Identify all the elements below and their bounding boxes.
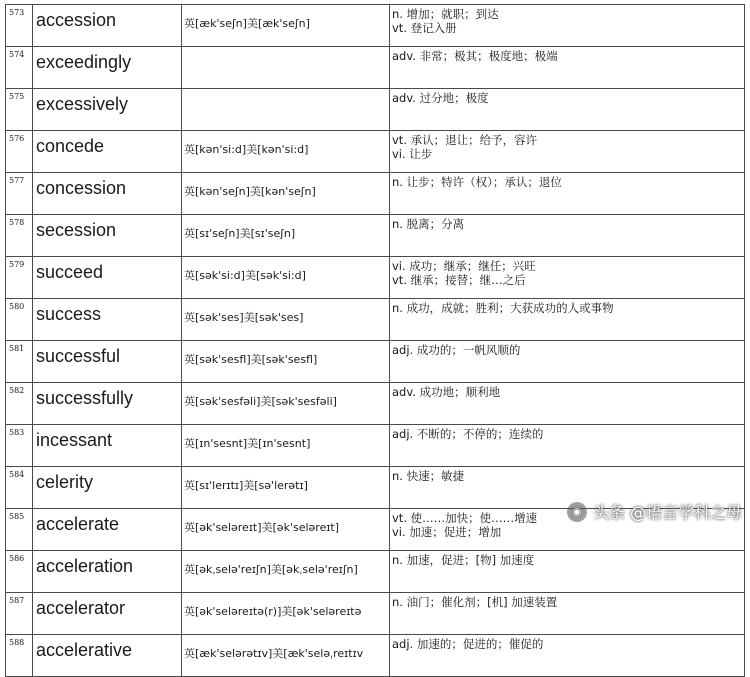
entry-meaning bbox=[390, 173, 745, 215]
entry-number: 588 bbox=[6, 635, 33, 677]
entry-word: secession bbox=[33, 215, 182, 257]
entry-number: 582 bbox=[6, 383, 33, 425]
entry-meaning bbox=[390, 341, 745, 383]
entry-word: celerity bbox=[33, 467, 182, 509]
entry-meaning bbox=[390, 5, 745, 47]
meaning-line: adv. 成功地；顺利地 bbox=[392, 385, 501, 399]
meaning-line: n. 让步；特许（权）；承认；退位 bbox=[392, 175, 562, 189]
meaning-line: vt. 使……加快；使……增速 bbox=[392, 511, 538, 525]
meaning-line: adv. 非常；极其；极度地；极端 bbox=[392, 49, 558, 63]
watermark-text: 头条 @语言学科之母 bbox=[592, 503, 742, 522]
entry-phonetic: 英[sək'ses]美[sək'ses] bbox=[182, 299, 390, 341]
meaning-line: n. 加速，促进；[物] 加速度 bbox=[392, 553, 535, 567]
entry-phonetic bbox=[182, 89, 390, 131]
table-row bbox=[6, 5, 745, 47]
entry-meaning bbox=[390, 593, 745, 635]
table-row bbox=[6, 635, 745, 677]
table-row bbox=[6, 593, 745, 635]
camera-icon: ◉ bbox=[567, 502, 587, 522]
entry-phonetic: 英[əkˌselə'reɪʃn]美[əkˌselə'reɪʃn] bbox=[182, 551, 390, 593]
entry-meaning bbox=[390, 635, 745, 677]
meaning-line: adj. 加速的；促进的；催促的 bbox=[392, 637, 544, 651]
entry-meaning bbox=[390, 257, 745, 299]
entry-number: 577 bbox=[6, 173, 33, 215]
meaning-line: vt. 承认；退让；给予，容许 bbox=[392, 133, 538, 147]
entry-phonetic: 英[sək'si:d]美[sək'si:d] bbox=[182, 257, 390, 299]
entry-number: 580 bbox=[6, 299, 33, 341]
entry-word: successful bbox=[33, 341, 182, 383]
meaning-line: adj. 不断的；不停的；连续的 bbox=[392, 427, 544, 441]
entry-phonetic: 英[sɪ'lerɪtɪ]美[sə'lerətɪ] bbox=[182, 467, 390, 509]
entry-word: accelerate bbox=[33, 509, 182, 551]
meaning-line: adv. 过分地；极度 bbox=[392, 91, 489, 105]
table-row bbox=[6, 173, 745, 215]
meaning-line: vt. 登记入册 bbox=[392, 21, 457, 35]
entry-number: 573 bbox=[6, 5, 33, 47]
entry-number: 581 bbox=[6, 341, 33, 383]
entry-phonetic: 英[sək'sesfəli]美[sək'sesfəli] bbox=[182, 383, 390, 425]
meaning-line: vi. 加速；促进；增加 bbox=[392, 525, 502, 539]
table-row bbox=[6, 47, 745, 89]
entry-meaning bbox=[390, 299, 745, 341]
entry-word: success bbox=[33, 299, 182, 341]
entry-phonetic: 英[ɪn'sesnt]美[ɪn'sesnt] bbox=[182, 425, 390, 467]
entry-number: 576 bbox=[6, 131, 33, 173]
entry-phonetic: 英[ək'seləreɪtə(r)]美[ək'seləreɪtə bbox=[182, 593, 390, 635]
entry-number: 579 bbox=[6, 257, 33, 299]
entry-number: 583 bbox=[6, 425, 33, 467]
entry-number: 585 bbox=[6, 509, 33, 551]
entry-phonetic: 英[æk'seʃn]美[æk'seʃn] bbox=[182, 5, 390, 47]
entry-number: 574 bbox=[6, 47, 33, 89]
entry-word: acceleration bbox=[33, 551, 182, 593]
meaning-line: vi. 让步 bbox=[392, 147, 433, 161]
table-row bbox=[6, 383, 745, 425]
entry-word: successfully bbox=[33, 383, 182, 425]
entry-phonetic: 英[ək'seləreɪt]美[ək'seləreɪt] bbox=[182, 509, 390, 551]
entry-number: 587 bbox=[6, 593, 33, 635]
entry-word: accelerator bbox=[33, 593, 182, 635]
table-row bbox=[6, 341, 745, 383]
entry-phonetic: 英[kən'seʃn]美[kən'seʃn] bbox=[182, 173, 390, 215]
meaning-line: vi. 成功；继承；继任；兴旺 bbox=[392, 259, 536, 273]
entry-number: 578 bbox=[6, 215, 33, 257]
meaning-line: n. 增加；就职；到达 bbox=[392, 7, 499, 21]
table-row bbox=[6, 131, 745, 173]
watermark bbox=[567, 500, 742, 523]
meaning-line: n. 脱离；分离 bbox=[392, 217, 465, 231]
table-row bbox=[6, 215, 745, 257]
meaning-line: n. 快速；敏捷 bbox=[392, 469, 465, 483]
entry-meaning bbox=[390, 131, 745, 173]
vocabulary-table bbox=[5, 4, 745, 677]
entry-word: accelerative bbox=[33, 635, 182, 677]
entry-meaning bbox=[390, 215, 745, 257]
entry-meaning bbox=[390, 383, 745, 425]
entry-meaning bbox=[390, 425, 745, 467]
table-row bbox=[6, 425, 745, 467]
entry-word: incessant bbox=[33, 425, 182, 467]
entry-meaning bbox=[390, 89, 745, 131]
table-row bbox=[6, 89, 745, 131]
meaning-line: n. 成功，成就；胜利；大获成功的人或事物 bbox=[392, 301, 614, 315]
table-row bbox=[6, 257, 745, 299]
entry-phonetic bbox=[182, 47, 390, 89]
meaning-line: vt. 继承；接替；继…之后 bbox=[392, 273, 526, 287]
entry-phonetic: 英[kən'si:d]美[kən'si:d] bbox=[182, 131, 390, 173]
table-row bbox=[6, 551, 745, 593]
entry-number: 586 bbox=[6, 551, 33, 593]
entry-word: concede bbox=[33, 131, 182, 173]
entry-phonetic: 英[sək'sesfl]美[sək'sesfl] bbox=[182, 341, 390, 383]
entry-word: succeed bbox=[33, 257, 182, 299]
entry-word: accession bbox=[33, 5, 182, 47]
meaning-line: n. 油门；催化剂；[机] 加速装置 bbox=[392, 595, 558, 609]
meaning-line: adj. 成功的；一帆风顺的 bbox=[392, 343, 521, 357]
entry-word: exceedingly bbox=[33, 47, 182, 89]
entry-phonetic: 英[æk'selərətɪv]美[æk'seləˌreɪtɪv bbox=[182, 635, 390, 677]
entry-phonetic: 英[sɪ'seʃn]美[sɪ'seʃn] bbox=[182, 215, 390, 257]
entry-word: excessively bbox=[33, 89, 182, 131]
entry-number: 575 bbox=[6, 89, 33, 131]
entry-number: 584 bbox=[6, 467, 33, 509]
table-row bbox=[6, 299, 745, 341]
entry-meaning bbox=[390, 47, 745, 89]
entry-word: concession bbox=[33, 173, 182, 215]
entry-meaning bbox=[390, 551, 745, 593]
